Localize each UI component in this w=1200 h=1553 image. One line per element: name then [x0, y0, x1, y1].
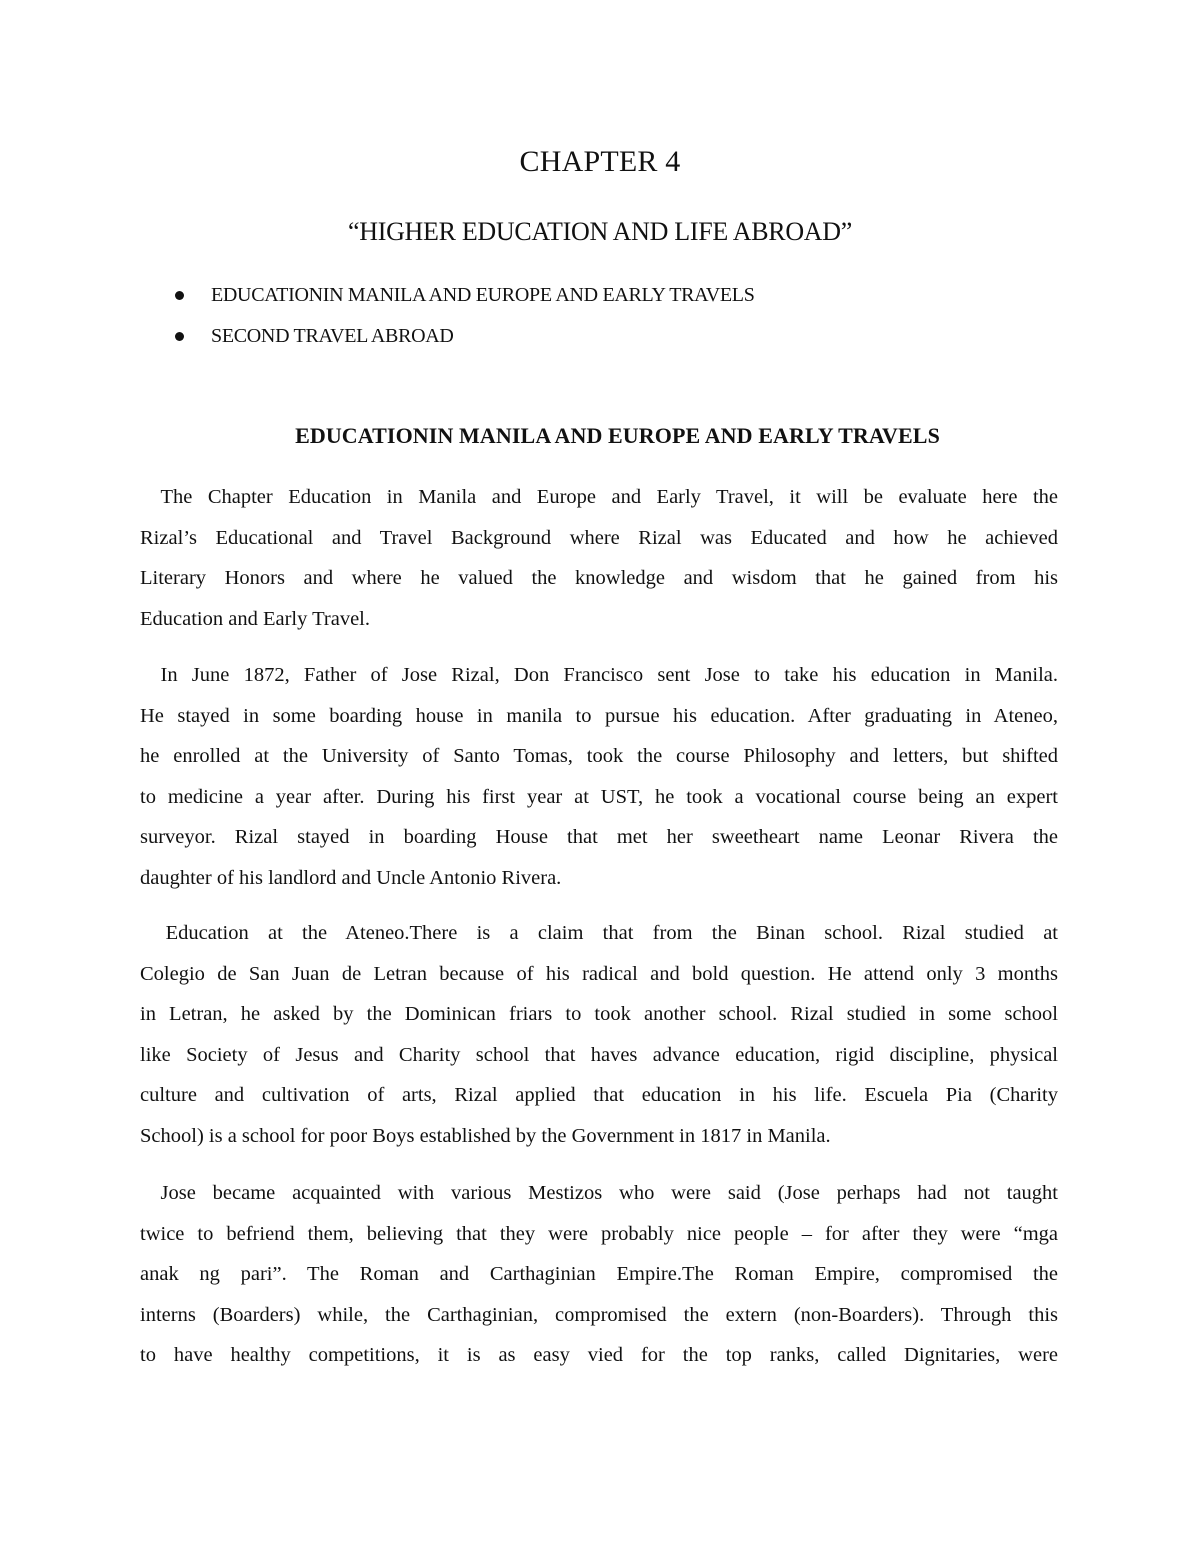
topic-label: SECOND TRAVEL ABROAD [211, 325, 454, 347]
paragraph-line: daughter of his landlord and Uncle Antonio Rivera. [140, 866, 562, 889]
chapter-subtitle: “HIGHER EDUCATION AND LIFE ABROAD” [348, 217, 852, 246]
paragraph-line: Education at the Ateneo.There is a claim that from the Binan school. Rizal studied at [165, 922, 1058, 944]
paragraph-line: Education and Early Travel. [140, 607, 371, 630]
paragraph-line: in Letran, he asked by the Dominican friars to took another school. Rizal studied in some school [140, 1003, 1058, 1025]
body-paragraph [140, 477, 1058, 639]
paragraph-line: interns (Boarders) while, the Carthaginian, compromised the extern (non-Boarders). Through this [140, 1303, 1058, 1326]
chapter-title: CHAPTER 4 [519, 145, 681, 178]
topic-list [173, 279, 755, 361]
paragraph-line: Jose became acquainted with various Mestizos who were said (Jose perhaps had not taught [160, 1182, 1058, 1204]
body-paragraph [140, 1173, 1058, 1376]
paragraph-line: surveyor. Rizal stayed in boarding House that met her sweetheart name Leonar Rivera the [140, 826, 1058, 848]
topic-list-item [173, 320, 755, 361]
paragraph-line: like Society of Jesus and Charity school that haves advance education, rigid discipline, physical [140, 1043, 1058, 1066]
bullet-icon [175, 291, 184, 300]
paragraph-line: Colegio de San Juan de Letran because of his radical and bold question. He attend only 3 months [140, 962, 1058, 985]
paragraph-line: In June 1872, Father of Jose Rizal, Don Francisco sent Jose to take his education in Manila. [160, 664, 1058, 686]
paragraph-line: He stayed in some boarding house in manila to pursue his education. After graduating in Ateneo, [140, 704, 1058, 727]
paragraph-line: to medicine a year after. During his first year at UST, he took a vocational course being an expert [140, 785, 1058, 808]
paragraph-line: twice to befriend them, believing that they were probably nice people – for after they were “mga [140, 1222, 1058, 1245]
section-heading: EDUCATIONIN MANILA AND EUROPE AND EARLY TRAVELS [295, 423, 940, 448]
body-paragraph [140, 913, 1058, 1156]
paragraph-line: to have healthy competitions, it is as easy vied for the top ranks, called Dignitaries, were [140, 1344, 1058, 1366]
topic-list-item [173, 279, 755, 320]
bullet-icon [175, 332, 184, 341]
paragraph-line: anak ng pari”. The Roman and Carthaginian Empire.The Roman Empire, compromised the [140, 1263, 1058, 1285]
paragraph-line: Literary Honors and where he valued the knowledge and wisdom that he gained from his [140, 567, 1058, 589]
paragraph-line: he enrolled at the University of Santo Tomas, took the course Philosophy and letters, but shifted [140, 745, 1058, 767]
body-paragraph [140, 655, 1058, 898]
paragraph-line: The Chapter Education in Manila and Europe and Early Travel, it will be evaluate here the [160, 486, 1058, 508]
paragraph-line: Rizal’s Educational and Travel Background where Rizal was Educated and how he achieved [140, 526, 1058, 549]
paragraph-line: School) is a school for poor Boys established by the Government in 1817 in Manila. [140, 1124, 831, 1147]
paragraph-line: culture and cultivation of arts, Rizal applied that education in his life. Escuela Pia (Charity [140, 1084, 1058, 1106]
topic-label: EDUCATIONIN MANILA AND EUROPE AND EARLY TRAVELS [211, 284, 755, 306]
